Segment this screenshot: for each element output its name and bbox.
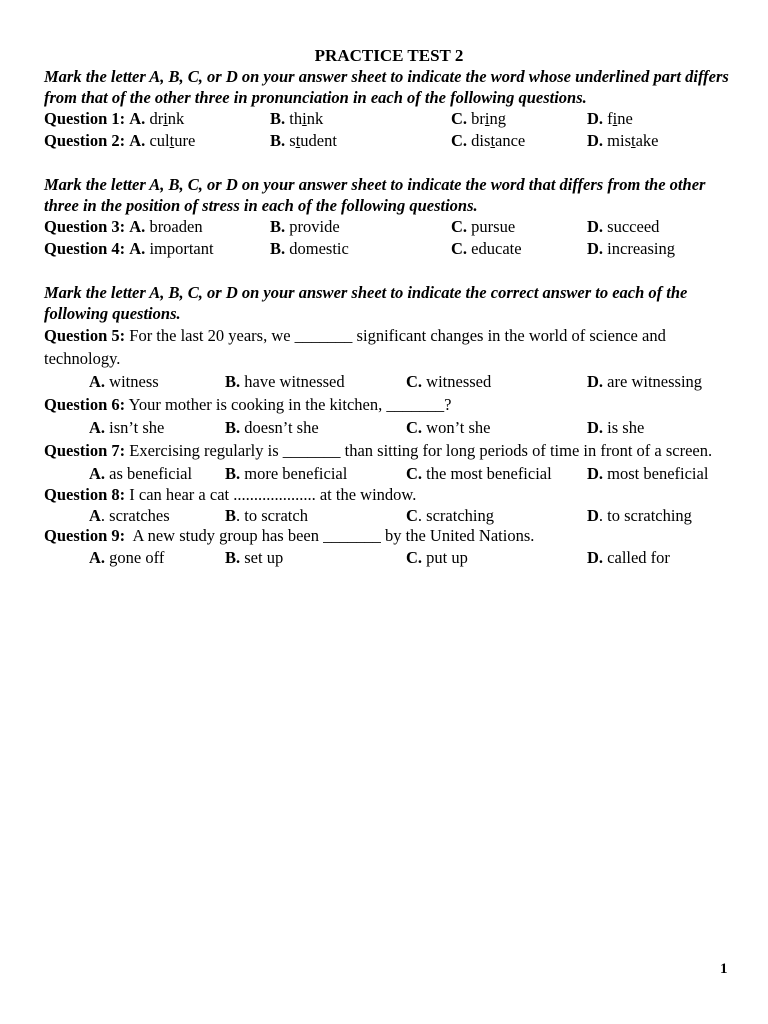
option-letter: C. xyxy=(451,109,468,128)
option-text: broaden xyxy=(149,217,203,236)
option xyxy=(587,370,702,393)
option-text: as beneficial xyxy=(105,464,193,483)
option-text: think xyxy=(289,109,324,128)
option xyxy=(225,370,345,393)
option-letter: D. xyxy=(587,464,604,483)
option-letter: B. xyxy=(270,131,286,150)
question-label: Question 3: xyxy=(44,217,126,236)
option-text: distance xyxy=(471,131,526,150)
option xyxy=(587,108,633,130)
option-letter: A. xyxy=(89,418,106,437)
question-row xyxy=(44,238,734,260)
option xyxy=(89,370,159,393)
options-row xyxy=(44,416,734,439)
option-text: student xyxy=(289,131,337,150)
option-letter: A. xyxy=(89,464,106,483)
question-label: Question 9: xyxy=(44,526,126,545)
option-letter: A. xyxy=(129,109,146,128)
page-title: PRACTICE TEST 2 xyxy=(314,46,464,65)
option-letter: C. xyxy=(406,548,423,567)
underlined-part: i xyxy=(163,109,168,128)
option-text: most beneficial xyxy=(603,464,709,483)
option-text: educate xyxy=(471,239,522,258)
option-letter: A. xyxy=(129,217,146,236)
option xyxy=(225,505,308,526)
option-letter: C. xyxy=(451,239,468,258)
option-letter: D. xyxy=(587,548,604,567)
option-letter: B. xyxy=(270,239,286,258)
option xyxy=(225,462,347,485)
option-text: won’t she xyxy=(422,418,491,437)
question-row xyxy=(44,130,734,152)
question-label: Question 4: xyxy=(44,239,126,258)
option-text: are witnessing xyxy=(603,372,703,391)
option-text: succeed xyxy=(607,217,660,236)
option xyxy=(270,238,349,260)
question-row xyxy=(44,216,734,238)
option xyxy=(406,370,491,393)
option-text: witnessed xyxy=(422,372,492,391)
option-letter: D xyxy=(587,506,599,525)
spacer xyxy=(44,260,734,282)
option xyxy=(89,416,164,439)
option-text: more beneficial xyxy=(240,464,348,483)
underlined-part: i xyxy=(302,109,307,128)
option-text: . to scratch xyxy=(236,506,308,525)
option xyxy=(587,216,659,238)
section-instruction-pronunciation: Mark the letter A, B, C, or D on your answer sheet to indicate the word whose underlined part differs from that of the other three in pronunciation in each of the following questions. xyxy=(44,67,729,107)
question-text: For the last 20 years, we _______ significant changes in the world of science and technology. xyxy=(44,326,666,368)
option xyxy=(89,462,192,485)
option-letter: D. xyxy=(587,239,604,258)
option-text: bring xyxy=(471,109,507,128)
underlined-part: t xyxy=(490,131,496,150)
question-label: Question 7: xyxy=(44,441,126,460)
option-text: doesn’t she xyxy=(240,418,319,437)
option-letter: C. xyxy=(406,464,423,483)
option-letter: B. xyxy=(270,217,286,236)
option-text: put up xyxy=(422,548,468,567)
option-text: isn’t she xyxy=(105,418,165,437)
option xyxy=(587,416,644,439)
option xyxy=(587,238,675,260)
option xyxy=(406,416,491,439)
section-instruction-stress: Mark the letter A, B, C, or D on your answer sheet to indicate the word that differs from the other three in the position of stress in each of the following questions. xyxy=(44,175,706,215)
question-label: Question 6: xyxy=(44,395,126,414)
option-letter: D. xyxy=(587,217,604,236)
option-letter: C. xyxy=(406,372,423,391)
question-label: Question 1: xyxy=(44,109,126,128)
option-letter: C. xyxy=(451,131,468,150)
option-letter: A. xyxy=(129,131,146,150)
option-letter: D. xyxy=(587,372,604,391)
spacer xyxy=(44,152,734,174)
option-letter: B. xyxy=(225,548,241,567)
option xyxy=(89,546,164,569)
option xyxy=(225,416,319,439)
option xyxy=(225,546,283,569)
option-text: the most beneficial xyxy=(422,464,552,483)
question-label: Question 5: xyxy=(44,326,126,345)
option-text: . scratches xyxy=(100,506,170,525)
option xyxy=(451,108,506,130)
option-text: pursue xyxy=(471,217,516,236)
option-letter: B. xyxy=(270,109,286,128)
option xyxy=(451,130,525,152)
underlined-part: i xyxy=(484,109,490,128)
option-text: fine xyxy=(607,109,633,128)
option xyxy=(89,505,170,526)
question-text: Your mother is cooking in the kitchen, _______? xyxy=(125,395,452,414)
question-stem xyxy=(44,393,734,416)
option-text: is she xyxy=(603,418,645,437)
question-stem xyxy=(44,526,734,546)
option xyxy=(406,462,552,485)
question-row xyxy=(44,108,734,130)
option-letter: B. xyxy=(225,418,241,437)
option xyxy=(270,216,340,238)
option-letter: B. xyxy=(225,372,241,391)
option xyxy=(587,462,708,485)
option-letter: C. xyxy=(451,217,468,236)
option-letter: D. xyxy=(587,109,604,128)
option-letter: C. xyxy=(406,418,423,437)
option-letter: B xyxy=(225,506,237,525)
option-letter: A. xyxy=(129,239,146,258)
option xyxy=(587,130,659,152)
question-stem xyxy=(44,439,734,462)
option xyxy=(406,546,468,569)
option-text: called for xyxy=(603,548,670,567)
underlined-part: t xyxy=(295,131,301,150)
option xyxy=(451,216,515,238)
option-letter: A. xyxy=(89,548,106,567)
question-label: Question 2: xyxy=(44,131,126,150)
question-stem xyxy=(44,485,734,505)
question-text: A new study group has been _______ by the United Nations. xyxy=(125,526,535,545)
options-row xyxy=(44,370,734,393)
question-stem xyxy=(44,324,734,370)
underlined-part: t xyxy=(169,131,175,150)
option xyxy=(270,130,337,152)
option-text: . to scratching xyxy=(598,506,692,525)
page-number: 1 xyxy=(720,961,728,977)
underlined-part: i xyxy=(612,109,618,128)
option xyxy=(587,546,670,569)
option xyxy=(270,108,323,130)
option xyxy=(406,505,494,526)
options-row xyxy=(44,546,734,569)
option xyxy=(587,505,692,526)
question-text: I can hear a cat .................... at the window. xyxy=(125,485,417,504)
options-row xyxy=(44,462,734,485)
option-text: have witnessed xyxy=(240,372,345,391)
option-letter: A. xyxy=(89,372,106,391)
document-page xyxy=(44,46,734,569)
option-letter: B. xyxy=(225,464,241,483)
option-text: mistake xyxy=(607,131,659,150)
option-text: gone off xyxy=(105,548,165,567)
option-text: drink xyxy=(149,109,185,128)
underlined-part: t xyxy=(631,131,636,150)
option-text: domestic xyxy=(289,239,349,258)
question-label: Question 8: xyxy=(44,485,126,504)
option xyxy=(451,238,522,260)
option-text: provide xyxy=(289,217,340,236)
option-text: set up xyxy=(240,548,284,567)
option-text: witness xyxy=(105,372,159,391)
option-text: important xyxy=(149,239,214,258)
option-text: culture xyxy=(149,131,196,150)
option-letter: D. xyxy=(587,131,604,150)
option-letter: C xyxy=(406,506,418,525)
question-text: Exercising regularly is _______ than sitting for long periods of time in front of a screen. xyxy=(125,441,713,460)
option-letter: A xyxy=(89,506,101,525)
options-row xyxy=(44,505,734,526)
section-instruction-grammar: Mark the letter A, B, C, or D on your answer sheet to indicate the correct answer to each of the following questions. xyxy=(44,283,688,323)
option-text: . scratching xyxy=(417,506,494,525)
option-text: increasing xyxy=(607,239,675,258)
option-letter: D. xyxy=(587,418,604,437)
